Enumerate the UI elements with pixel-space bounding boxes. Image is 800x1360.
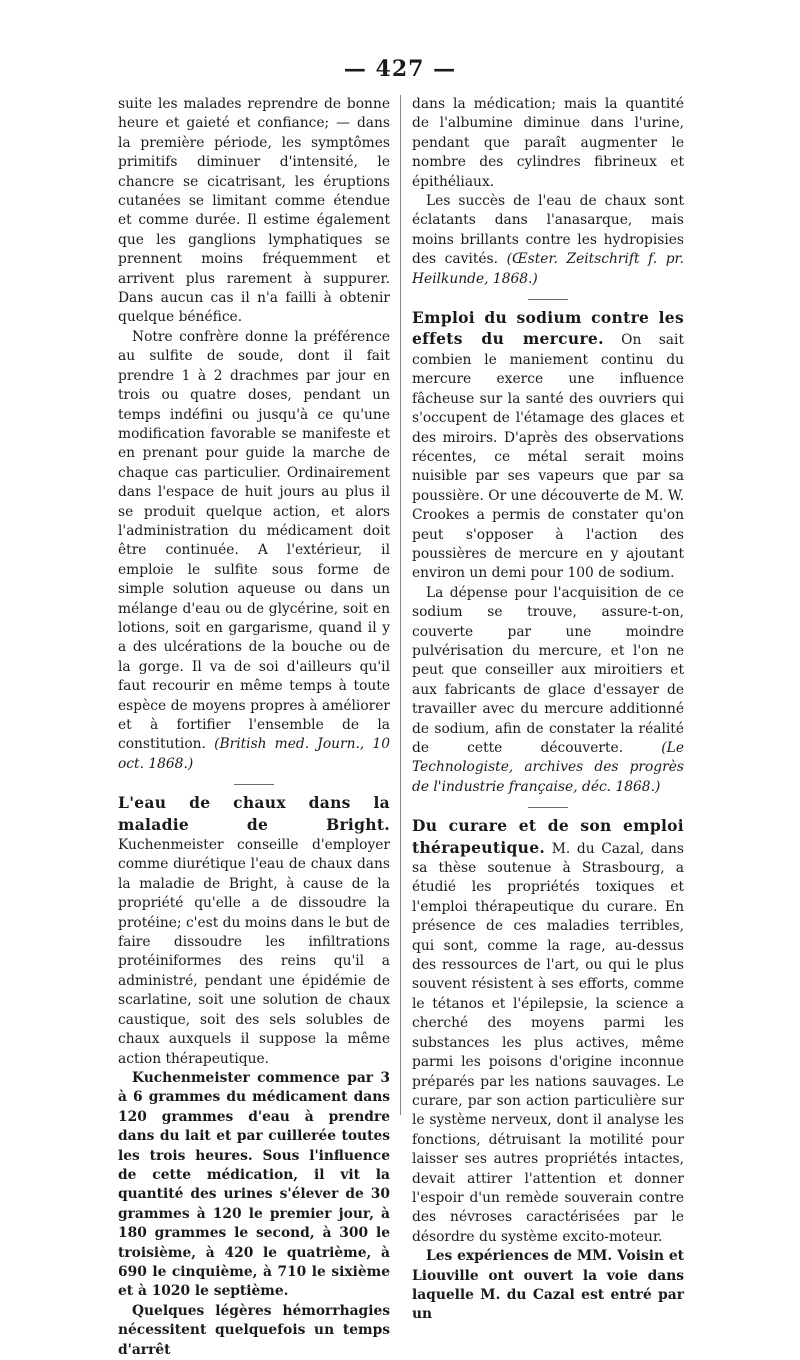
source-citation: (British med. Journ., 10 oct. 1868.) (118, 736, 390, 772)
paragraph: Les expériences de MM. Voisin et Liouville ont ouvert la voie dans laquelle M. du Cazal est entré par un (412, 1248, 684, 1323)
paragraph (118, 793, 390, 1069)
right-column (412, 95, 684, 1325)
paragraph: Quelques légères hémorrhagies nécessitent quelquefois un temps d'arrêt (118, 1302, 390, 1358)
section-divider (234, 784, 274, 785)
paragraph-text: Notre confrère donne la préférence au sulfite de soude, dont il fait prendre 1 à 2 drachmes par jour en trois ou quatre doses, pendant un temps indéfini ou jusqu'à ce qu'une modification favorable se manifeste et en prenant pour guide la marche de chaque cas particulier. Ordinairement dans l'espace de huit jours au plus il se produit quelque action, et alors l'administration du médicament doit être continuée. A l'extérieur, il emploie le sulfite sous forme de simple solution aqueuse ou dans un mélange d'eau ou de glycérine, soit en lotions, soit en gargarisme, quand il y a des ulcérations de la bouche ou de la gorge. Il va de soi d'ailleurs qu'il faut recourir en même temps à toute espèce de moyens propres à améliorer et à fortifier l'ensemble de la constitution. (118, 328, 390, 753)
section-divider (528, 807, 568, 808)
paragraph (412, 584, 684, 797)
source-citation: (Le Technologiste, archives des progrès de l'industrie française, déc. 1868.) (412, 740, 685, 795)
paragraph: suite les malades reprendre de bonne heure et gaieté et confiance; — dans la première période, les symptômes primitifs diminuer d'intensité, le chancre se cicatrisant, les éruptions cutanées se limitant comme étendue et comme durée. Il estime également que les ganglions lymphatiques se prennent moins fréquemment et arrivent plus rarement à suppurer. Dans aucun cas il n'a failli à obtenir quelque bénéfice. (118, 96, 390, 326)
source-citation: (Œster. Zeitschrift f. pr. Heilkunde, 1868.) (412, 251, 684, 287)
paragraph: dans la médication; mais la quantité de l'albumine diminue dans l'urine, pendant que paraît augmenter le nombre des cylindres fibrineux et épithéliaux. (412, 96, 684, 190)
paragraph-text: Les succès de l'eau de chaux sont éclatants dans l'anasarque, mais moins brillants contre les hydropisies des cavités. (412, 193, 684, 268)
paragraph-text: Kuchenmeister conseille d'employer comme diurétique l'eau de chaux dans la maladie de Bright, à cause de la propriété qu'elle a de dissoudre la protéine; c'est du moins dans le but de faire dissoudre les infiltrations protéiniformes des reins qu'il a administré, pendant une épidémie de scarlatine, soit une solution de chaux caustique, soit des sels solubles de chaux auxquels il suppose la même action thérapeutique. (118, 837, 390, 1067)
section-divider (528, 299, 568, 300)
paragraph (412, 192, 684, 289)
paragraph-text: On sait combien le maniement continu du mercure exerce une influence fâcheuse sur la santé des ouvriers qui s'occupent de l'étamage des glaces et des miroirs. D'après des observations récentes, ce métal serait moins nuisible par ses vapeurs que par sa poussière. Or une découverte de M. W. Crookes a permis de constater qu'on peut s'opposer à l'action des poussières de mercure en y ajoutant environ un demi pour 100 de sodium. (412, 332, 684, 582)
section-title: Emploi du sodium contre les effets du mercure. (412, 308, 684, 349)
paragraph-text: M. du Cazal, dans sa thèse soutenue à Strasbourg, a étudié les propriétés toxiques et l'emploi thérapeutique du curare. En présence de ces maladies terribles, qui sont, comme la rage, au-dessus des ressources de l'art, ou qui le plus souvent résistent à ses efforts, comme le tétanos et l'épilepsie, la science a cherché des moyens parmi les substances les plus actives, même parmi les poisons d'origine inconnue préparés par les nations sauvages. Le curare, par son action particulière sur le système nerveux, dont il analyse les fonctions, détruisant la motilité pour laisser ses autres propriétés intactes, devait attirer l'attention et donner l'espoir d'un remède souverain contre des névroses caractérisées par le désordre du système excito-moteur. (412, 840, 684, 1245)
paragraph: Kuchenmeister commence par 3 à 6 grammes du médicament dans 120 grammes d'eau à prendre dans du lait et par cuillerée toutes les trois heures. Sous l'influence de cette médication, il vit la quantité des urines s'élever de 30 grammes à 120 le premier jour, à 180 grammes le second, à 300 le troisième, à 420 le quatrième, à 690 le cinquième, à 710 le sixième et à 1020 le septième. (118, 1069, 390, 1300)
paragraph-text: La dépense pour l'acquisition de ce sodium se trouve, assure-t-on, couverte par une moindre pulvérisation du mercure, et l'on ne peut que conseiller aux miroitiers et aux fabricants de glace d'essayer de travailler avec du mercure additionné de sodium, afin de constater la réalité de cette découverte. (412, 584, 684, 756)
paragraph (412, 308, 684, 584)
section-title: L'eau de chaux dans la maladie de Bright. (118, 793, 390, 834)
page-number: — 427 — (343, 56, 457, 82)
paragraph (118, 328, 390, 774)
column-divider (400, 95, 401, 1115)
left-column (118, 95, 390, 1360)
paragraph (412, 816, 684, 1247)
section-title: Du curare et de son emploi thérapeutique. (412, 816, 684, 857)
